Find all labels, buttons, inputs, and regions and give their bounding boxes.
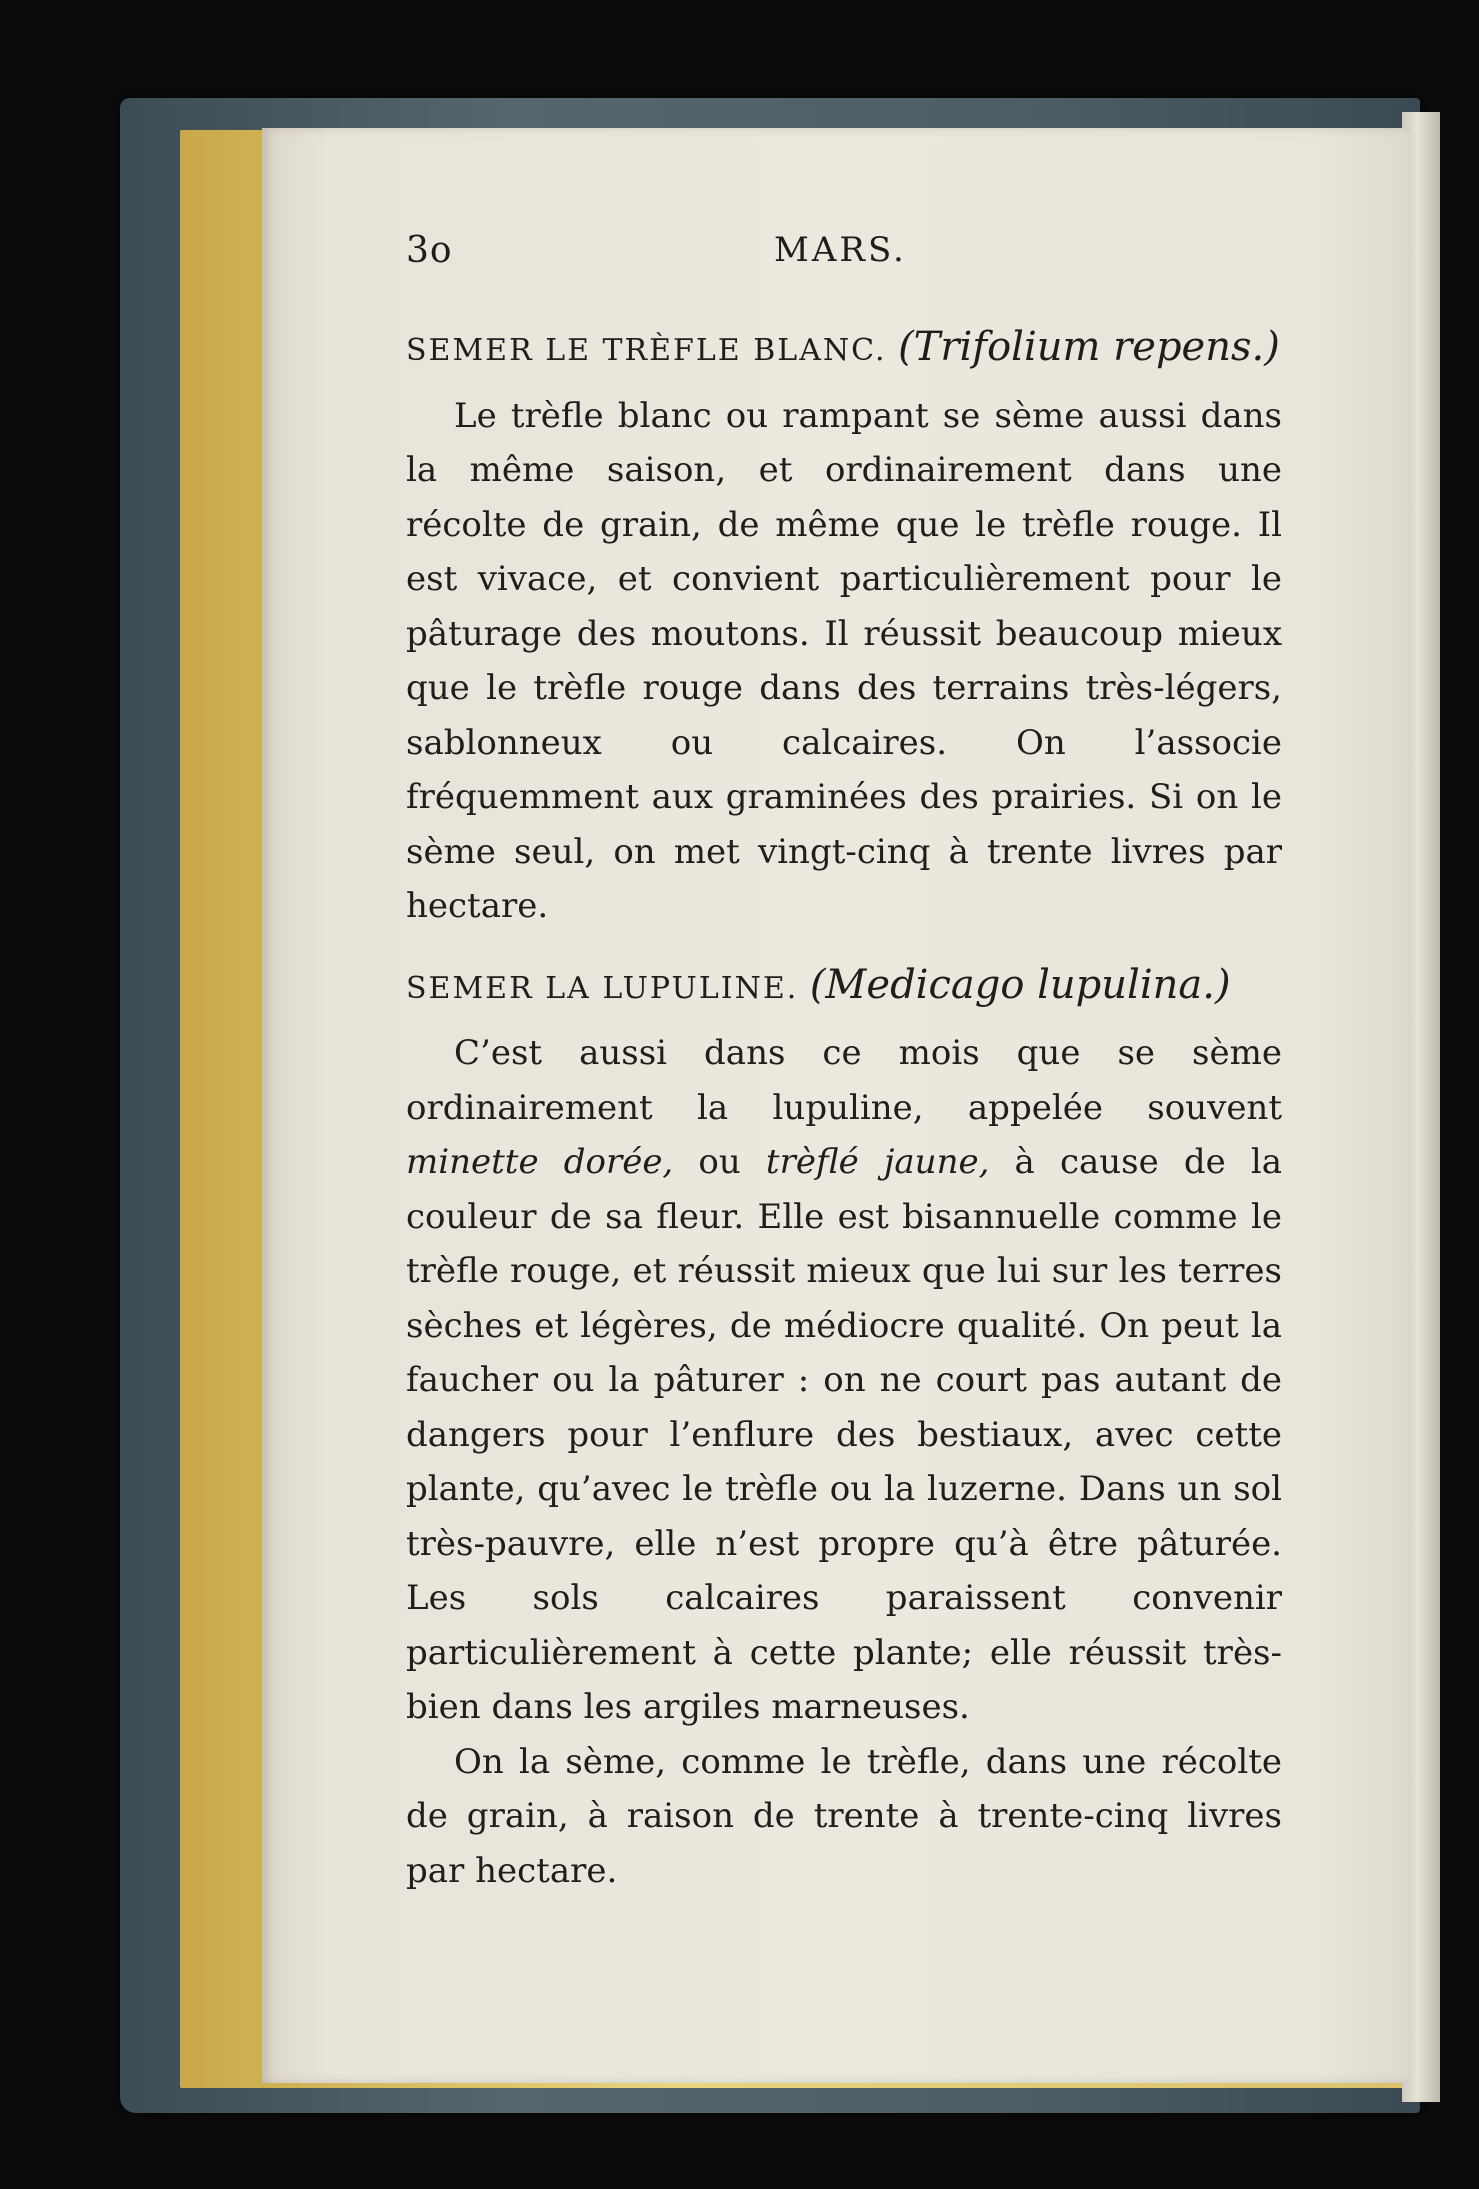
paragraph: Le trèfle blanc ou rampant se sème aussi dans la même saison, et ordinairement dans une récolte de grain, de même que le trèfle rouge. Il est vivace, et convient particulièrement pour le pâturage des moutons. Il réussit beaucoup mieux que le trèfle rouge dans des terrains très-légers, sablonneux ou calcaires. On l’associe fréquemment aux graminées des prairies. Si on le sème seul, on met vingt-cinq à trente livres par hectare. [406, 395, 1282, 926]
paragraph-text: ou [698, 1142, 741, 1182]
section-heading-caps: SEMER LE TRÈFLE BLANC. [406, 333, 887, 368]
section-heading-caps: SEMER LA LUPULINE. [406, 970, 799, 1006]
page-number: 3o [406, 230, 453, 271]
running-head [406, 230, 1324, 276]
italic-term: minette dorée, [406, 1142, 674, 1182]
italic-term: trèflé jaune, [765, 1142, 990, 1182]
paragraph-text: C’est aussi dans ce mois que se sème ordinairement la lupuline, appelée souvent [406, 1033, 1282, 1128]
section-heading-latin: (Trifolium repens.) [898, 324, 1280, 370]
paragraph: On la sème, comme le trèfle, dans une récolte de grain, à raison de trente à trente-cinq livres par hectare. [406, 1741, 1282, 1891]
section-heading-latin: (Medicago lupulina.) [809, 961, 1231, 1008]
text-block [406, 320, 1282, 1898]
running-head-title: MARS. [774, 230, 907, 270]
paragraph-text: à cause de la couleur de sa fleur. Elle est bisannuelle comme le trèfle rouge, et réussit mieux que lui sur les terres sèches et légères, de médiocre qualité. On peut la faucher ou la pâturer : on ne court pas autant de dangers pour l’enflure des bestiaux, avec cette plante, qu’avec le trèfle ou la luzerne. Dans un sol très-pauvre, elle n’est propre qu’à être pâturée. Les sols calcaires paraissent convenir particulièrement à cette plante; elle réussit très-bien dans les argiles marneuses. [406, 1142, 1283, 1727]
section-heading-lupuline [406, 958, 1282, 1017]
section-heading-trefle-blanc [406, 320, 1282, 379]
paragraph [406, 1026, 1282, 1735]
